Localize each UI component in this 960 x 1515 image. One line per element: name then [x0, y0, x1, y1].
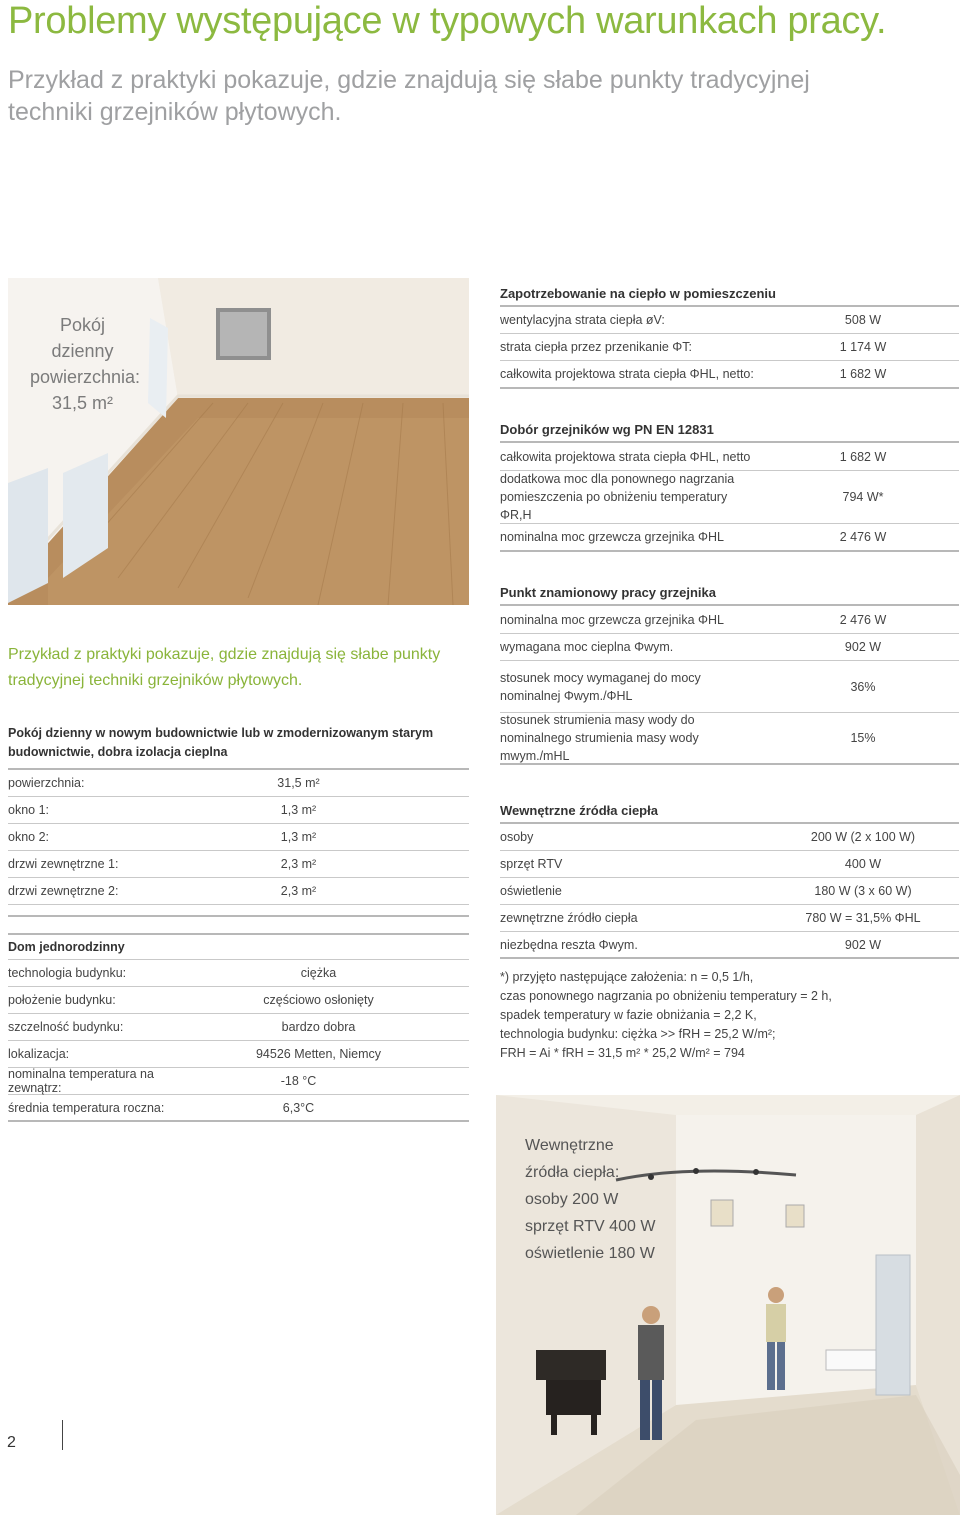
- table-row: [500, 878, 959, 905]
- page-subtitle: Przykład z praktyki pokazuje, gdzie znajdują się słabe punkty tradycyjnej techniki grzejników płytowych.: [8, 66, 810, 126]
- row-value: 31,5 m²: [277, 776, 320, 790]
- table-row: [500, 905, 959, 932]
- table-row: [8, 1095, 469, 1122]
- row-value: 2,3 m²: [280, 884, 317, 898]
- page-title: Problemy występujące w typowych warunkach pracy.: [8, 0, 887, 42]
- table-row: [500, 932, 959, 959]
- row-value: 15%: [765, 731, 959, 745]
- internal-heat-sources-table: [500, 798, 959, 959]
- row-label: nominalna temperatura na zewnątrz:: [8, 1067, 154, 1095]
- row-value: 794 W*: [765, 490, 959, 504]
- row-value: 180 W (3 x 60 W): [765, 884, 959, 898]
- table-row: [8, 960, 469, 987]
- table-row: [500, 361, 959, 389]
- row-label: strata ciepła przez przenikanie ΦT:: [500, 340, 693, 354]
- row-label: drzwi zewnętrzne 1:: [8, 857, 119, 871]
- row-value: 94526 Metten, Niemcy: [255, 1047, 382, 1061]
- table-row: [8, 1041, 469, 1068]
- table-row: [500, 334, 959, 361]
- row-label: stosunek strumienia masy wody do nominalnego strumienia masy wody mwym./mHL: [500, 713, 699, 763]
- caption-line: źródła ciepła:: [525, 1164, 620, 1181]
- row-label: szczelność budynku:: [8, 1020, 124, 1034]
- highlight-text: Przykład z praktyki pokazuje, gdzie znajdują się słabe punkty tradycyjnej techniki grzejników płytowych.: [8, 646, 441, 689]
- row-value: 1 682 W: [765, 367, 959, 381]
- row-value: 508 W: [765, 313, 959, 327]
- operating-point-table: [500, 580, 959, 765]
- radiator-selection-heading: Dobór grzejników wg PN EN 12831: [500, 417, 959, 443]
- caption-line: Wewnętrzne: [525, 1137, 614, 1154]
- row-value: bardzo dobra: [281, 1020, 356, 1034]
- table-row: [500, 713, 959, 765]
- row-label: średnia temperatura roczna:: [8, 1100, 165, 1115]
- operating-point-heading: Punkt znamionowy pracy grzejnika: [500, 580, 959, 606]
- assumptions-footnote: [500, 968, 940, 1063]
- footnote-line: spadek temperatury w fazie obniżania = 2,2 K,: [500, 1008, 757, 1022]
- house-parameters-heading: Dom jednorodzinny: [8, 940, 125, 954]
- row-value: 36%: [765, 680, 959, 694]
- row-label: drzwi zewnętrzne 2:: [8, 884, 119, 898]
- table-row: [500, 471, 959, 524]
- row-value: 1 682 W: [765, 450, 959, 464]
- table-row: [8, 797, 469, 824]
- row-value: 400 W: [765, 857, 959, 871]
- row-value: 902 W: [765, 938, 959, 952]
- row-value: 200 W (2 x 100 W): [765, 830, 959, 844]
- table-row: [500, 634, 959, 661]
- row-label: osoby: [500, 830, 534, 844]
- room-label: [30, 312, 141, 416]
- row-value: 780 W = 31,5% ΦHL: [765, 911, 959, 925]
- footnote-line: technologia budynku: ciężka >> fRH = 25,2 W/m²;: [500, 1027, 776, 1041]
- page-number: 2: [7, 1434, 16, 1451]
- table-row: [500, 524, 959, 552]
- table-row: [8, 851, 469, 878]
- row-value: -18 °C: [280, 1074, 317, 1088]
- row-label: położenie budynku:: [8, 993, 116, 1007]
- table-row: [500, 606, 959, 634]
- row-label: okno 2:: [8, 830, 50, 844]
- row-label: technologia budynku:: [8, 966, 127, 980]
- caption-line: sprzęt RTV 400 W: [525, 1218, 656, 1235]
- row-value: 6,3°C: [282, 1100, 315, 1115]
- room-label-name: Pokój dzienny: [51, 315, 114, 361]
- footnote-line: FRH = Ai * fRH = 31,5 m² * 25,2 W/m² = 794: [500, 1046, 745, 1060]
- row-value: 2 476 W: [765, 613, 959, 627]
- room-parameters-heading: Pokój dzienny w nowym budownictwie lub w zmodernizowanym starym budownictwie, dobra izolacja cieplna: [8, 724, 469, 770]
- row-value: 2,3 m²: [280, 857, 317, 871]
- row-label: powierzchnia:: [8, 776, 85, 790]
- table-row: [500, 824, 959, 851]
- table-row: [8, 987, 469, 1014]
- row-label: całkowita projektowa strata ciepła ΦHL, netto:: [500, 367, 754, 381]
- internal-heat-sources-heading: Wewnętrzne źródła ciepła: [500, 798, 959, 824]
- table-row: [8, 770, 469, 797]
- table-row: [500, 851, 959, 878]
- radiator-selection-table: [500, 417, 959, 552]
- house-parameters-table: [8, 933, 469, 1122]
- row-label: zewnętrzne źródło ciepła: [500, 911, 638, 925]
- footnote-line: *) przyjęto następujące założenia: n = 0,5 1/h,: [500, 970, 754, 984]
- row-value: 2 476 W: [765, 530, 959, 544]
- row-value: ciężka: [300, 966, 337, 980]
- row-label: całkowita projektowa strata ciepła ΦHL, netto: [500, 449, 751, 464]
- row-value: 1,3 m²: [280, 830, 317, 844]
- row-label: wymagana moc cieplna Φwym.: [500, 640, 674, 654]
- table-row: [8, 878, 469, 905]
- table-row: [500, 307, 959, 334]
- row-value: 902 W: [765, 640, 959, 654]
- row-label: sprzęt RTV: [500, 857, 563, 871]
- row-value: częściowo osłonięty: [263, 993, 374, 1007]
- table-row: [8, 1014, 469, 1041]
- row-label: oświetlenie: [500, 884, 562, 898]
- row-label: niezbędna reszta Φwym.: [500, 937, 638, 952]
- table-row: [8, 1068, 469, 1095]
- heat-demand-heading: Zapotrzebowanie na ciepło w pomieszczeniu: [500, 281, 959, 307]
- room-label-area-caption: powierzchnia:: [30, 367, 141, 387]
- row-label: dodatkowa moc dla ponownego nagrzania pomieszczenia po obniżeniu temperatury ΦR,H: [500, 472, 735, 522]
- row-value: 1,3 m²: [280, 803, 317, 817]
- footnote-line: czas ponownego nagrzania po obniżeniu temperatury = 2 h,: [500, 989, 832, 1003]
- heat-demand-table: [500, 281, 959, 389]
- internal-sources-caption: [525, 1132, 655, 1267]
- page-divider: [62, 1420, 63, 1450]
- row-label: nominalna moc grzewcza grzejnika ΦHL: [500, 530, 724, 544]
- room-label-area-value: 31,5 m²: [51, 393, 114, 413]
- row-label: stosunek mocy wymaganej do mocy nominalnej Φwym./ΦHL: [500, 670, 701, 703]
- table-divider: [8, 905, 469, 917]
- row-label: nominalna moc grzewcza grzejnika ΦHL: [500, 612, 724, 627]
- row-label: lokalizacja:: [8, 1047, 70, 1061]
- row-label: wentylacyjna strata ciepła øV:: [500, 313, 665, 327]
- row-value: 1 174 W: [765, 340, 959, 354]
- row-label: okno 1:: [8, 803, 50, 817]
- table-row: [8, 933, 469, 960]
- room-parameters-table: [8, 724, 469, 917]
- caption-line: oświetlenie 180 W: [525, 1245, 655, 1262]
- table-row: [500, 661, 959, 713]
- table-row: [8, 824, 469, 851]
- table-row: [500, 443, 959, 471]
- caption-line: osoby 200 W: [525, 1191, 619, 1208]
